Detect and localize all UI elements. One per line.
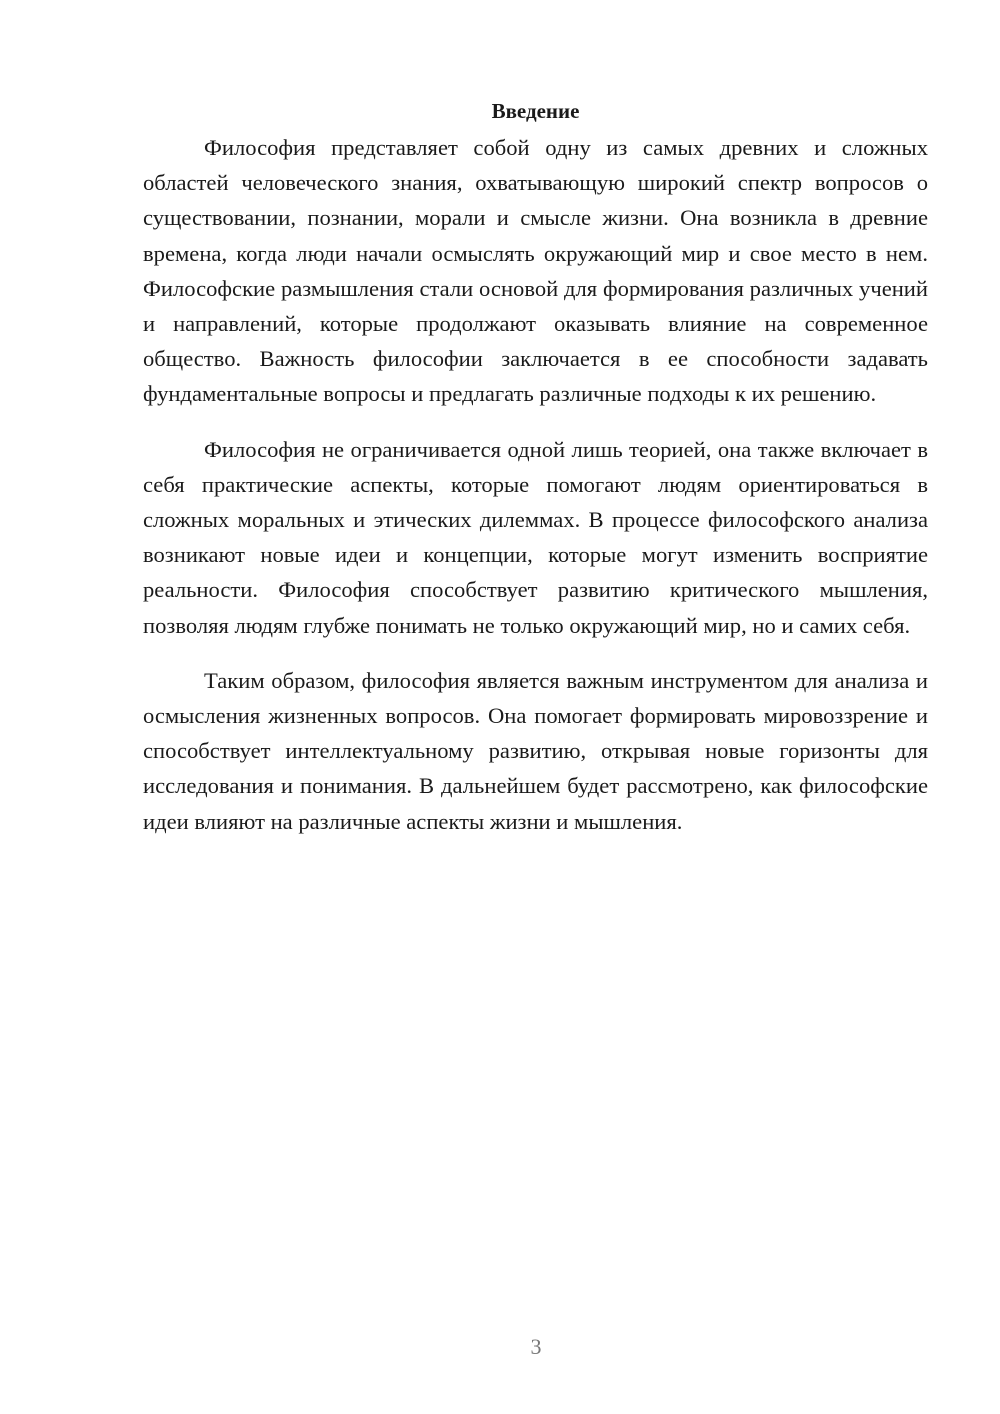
section-title: Введение <box>491 99 580 123</box>
paragraph-2: Философия не ограничивается одной лишь теорией, она также включает в себя практические аспекты, которые помогают людям ориентироваться в сложных моральных и этических дилеммах. В процессе философского анализа возникают новые идеи и концепции, которые могут изменить восприятие реальности. Философия способствует развитию критического мышления, позволяя людям глубже понимать не только окружающий мир, но и самих себя. <box>143 436 928 638</box>
paragraph-3: Таким образом, философия является важным инструментом для анализа и осмысления жизненных вопросов. Она помогает формировать мировоззрение и способствует интеллектуальному развитию, открывая новые горизонты для исследования и понимания. В дальнейшем будет рассмотрено, как философские идеи влияют на различные аспекты жизни и мышления. <box>143 667 928 834</box>
paragraph-1: Философия представляет собой одну из самых древних и сложных областей человеческого знания, охватывающую широкий спектр вопросов о существовании, познании, морали и смысле жизни. Она возникла в древние времена, когда люди начали осмыслять окружающий мир и свое место в нем. Философские размышления стали основой для формирования различных учений и направлений, которые продолжают оказывать влияние на современное общество. Важность философии заключается в ее способности задавать фундаментальные вопросы и предлагать различные подходы к их решению. <box>143 135 928 407</box>
page-content <box>143 96 928 859</box>
page-number: 3 <box>530 1334 542 1359</box>
